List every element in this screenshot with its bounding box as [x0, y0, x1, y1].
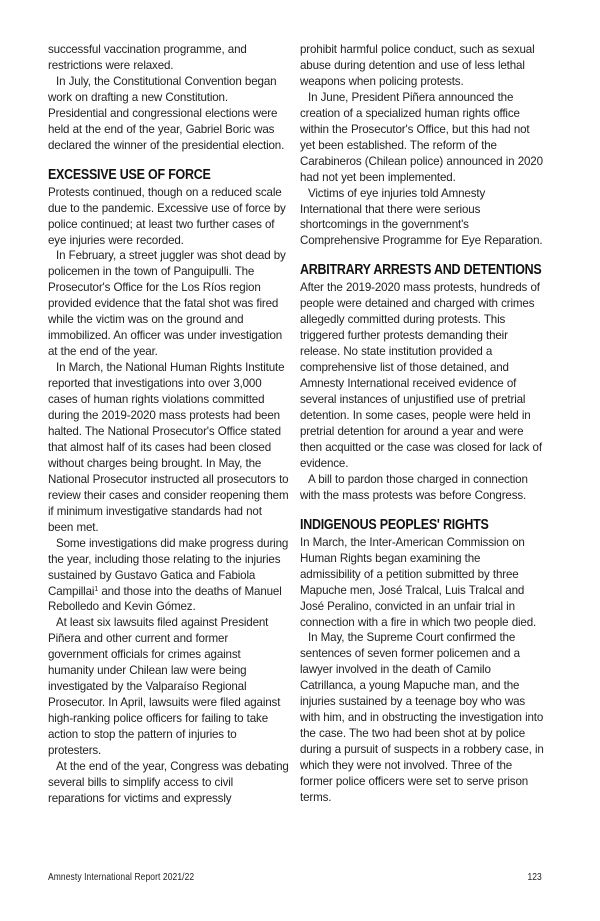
paragraph: In May, the Supreme Court confirmed the sentences of seven former policemen and a lawyer involved in the death of Camilo Catrillanca, a young Mapuche man, and the injuries sustained by a teenage boy who was with him, and in obstructing the investigation into the case. The two had been shot at by police during a pursuit of suspects in a robbery case, in which they were not involved. Three of the former police officers were set to serve prison terms.	[300, 631, 544, 804]
paragraph: In July, the Constitutional Convention began work on drafting a new Constitution. Presidential and congressional elections were held at the end of the year, Gabriel Boric was declared the winner of the presidential election.	[48, 74, 285, 152]
paragraph: Victims of eye injuries told Amnesty International that there were serious shortcomings in the government's Comprehensive Programme for Eye Reparation.	[300, 186, 543, 248]
paragraph: A bill to pardon those charged in connection with the mass protests was before Congress.	[300, 472, 528, 502]
paragraph: Protests continued, though on a reduced scale due to the pandemic. Excessive use of force by police continued; at least two further cases of eye injuries were recorded.	[48, 185, 286, 247]
paragraph: At the end of the year, Congress was debating several bills to simplify access to civil reparations for victims and expressly	[48, 759, 289, 805]
paragraph-text: Some investigations did make progress during the year, including those relating to the injuries sustained by Gustavo Gatica and Fabiola Campillai	[48, 536, 289, 598]
paragraph: In February, a street juggler was shot dead by policemen in the town of Panguipulli. The Prosecutor's Office for the Los Ríos region provided evidence that the fatal shot was fired while the victim was on the ground and immobilized. An officer was under investigation at the end of the year.	[48, 249, 286, 359]
paragraph: successful vaccination programme, and restrictions were relaxed.	[48, 43, 247, 72]
paragraph: In June, President Piñera announced the creation of a specialized human rights office within the Prosecutor's Office, but this had not yet been established. The reform of the Carabineros (Chilean police) announced in 2020 had not yet been implemented.	[300, 90, 543, 184]
paragraph: After the 2019-2020 mass protests, hundreds of people were detained and charged with crimes allegedly committed during protests. This triggered further protests demanding their release. No state institution provided a comprehensive list of those detained, and Amnesty International received evidence of several instances of unjustified use of pretrial detention. In some cases, people were held in pretrial detention for around a year and were then acquitted or the case was closed for lack of evidence.	[300, 281, 542, 470]
section-heading-indigenous-rights: INDIGENOUS PEOPLES' RIGHTS	[300, 515, 489, 533]
paragraph: At least six lawsuits filed against President Piñera and other current and former government officials for crimes against humanity under Chilean law were being investigated by the Valparaíso Regional Prosecutor. In April, lawsuits were filed against high-ranking police officers for failing to take action to stop the pattern of injuries to protesters.	[48, 616, 281, 758]
paragraph: In March, the Inter-American Commission on Human Rights began examining the admissibility of a petition submitted by three Mapuche men, José Tralcal, Luis Tralcal and José Peralino, convicted in an unfair trial in connection with a fire in which two people died.	[300, 535, 537, 629]
footnote-reference[interactable]: 1	[94, 585, 99, 593]
right-column	[300, 42, 544, 806]
paragraph-text: and those into the deaths of Manuel Rebolledo and Kevin Gómez.	[48, 584, 282, 614]
page-number: 123	[527, 872, 542, 883]
section-heading-arbitrary-arrests: ARBITRARY ARRESTS AND DETENTIONS	[300, 261, 542, 279]
publication-title: Amnesty International Report 2021/22	[48, 872, 195, 883]
paragraph: In March, the National Human Rights Institute reported that investigations into over 3,000 cases of human rights violations committed during the 2019-2020 mass protests had been halted. The National Prosecutor's Office stated that almost half of its cases had been closed without charges being brought. In May, the National Prosecutor instructed all prosecutors to review their cases and consider reopening them if minimum investigative standards had not been met.	[48, 361, 289, 534]
left-column	[48, 42, 289, 807]
section-heading-excessive-force: EXCESSIVE USE OF FORCE	[48, 165, 211, 183]
paragraph: prohibit harmful police conduct, such as sexual abuse during detention and use of less lethal weapons when policing protests.	[300, 43, 535, 88]
page-footer	[48, 872, 542, 883]
paragraph	[48, 536, 289, 616]
